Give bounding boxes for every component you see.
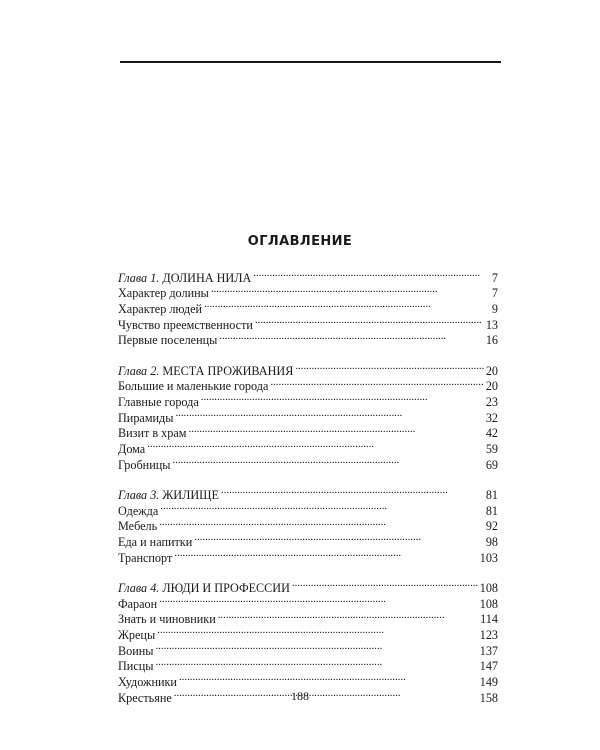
page-ref: 23 (485, 395, 498, 409)
item-label: Пирамиды (118, 410, 174, 425)
dot-leader (155, 639, 477, 655)
item-label: Мебель (118, 519, 158, 534)
item-label: Характер людей (118, 302, 203, 317)
toc-item[interactable] (118, 623, 498, 642)
item-label: Гробницы (118, 457, 171, 472)
chapter-section (118, 483, 498, 565)
dot-leader (292, 576, 478, 592)
toc-item[interactable] (118, 499, 498, 518)
toc-item[interactable] (118, 530, 498, 549)
page-ref: 69 (485, 457, 498, 472)
item-label: Фараон (118, 596, 158, 611)
page-ref: 20 (485, 379, 498, 394)
dot-leader (155, 655, 477, 671)
page-ref: 108 (479, 596, 498, 611)
top-rule (120, 61, 501, 63)
toc-item[interactable] (118, 515, 498, 534)
page-ref: 42 (485, 426, 498, 441)
item-label: Крестьяне (118, 690, 172, 705)
item-label: Художники (118, 675, 177, 689)
chapter-label (118, 364, 295, 380)
chapter-entry[interactable] (118, 266, 498, 285)
dot-leader (219, 329, 483, 345)
item-label: Жрецы (118, 627, 156, 642)
dot-leader (253, 266, 490, 282)
page-ref: 92 (485, 519, 498, 534)
chapter-section (118, 266, 498, 348)
chapter-prefix: Глава 4. (118, 580, 160, 595)
toc-item[interactable] (118, 406, 498, 425)
dot-leader (295, 359, 483, 375)
page-ref: 81 (485, 503, 498, 518)
dot-leader (221, 483, 484, 499)
page-number: 188 (291, 689, 309, 703)
dot-leader (159, 592, 478, 608)
page-ref: 98 (485, 535, 498, 549)
toc-item[interactable] (118, 670, 498, 689)
toc-item[interactable] (118, 639, 498, 658)
chapter-prefix: Глава 2. (118, 363, 160, 378)
page-ref: 114 (480, 612, 498, 627)
item-label: Транспорт (118, 550, 173, 565)
page-ref: 108 (479, 580, 498, 595)
dot-leader (188, 422, 483, 438)
page-ref: 20 (485, 363, 498, 378)
item-label: Большие и маленькие города (118, 379, 269, 394)
chapter-section (118, 576, 498, 705)
dot-leader (157, 623, 478, 639)
toc-heading: ОГЛАВЛЕНИЕ (247, 234, 353, 249)
item-label: Еда и напитки (118, 535, 193, 549)
toc-item[interactable] (118, 546, 498, 565)
chapter-entry[interactable] (118, 483, 498, 502)
dot-leader (172, 453, 483, 469)
chapter-title: МЕСТА ПРОЖИВАНИЯ (162, 363, 294, 378)
chapter-title: ЛЮДИ И ПРОФЕССИИ (162, 580, 290, 595)
dot-leader (175, 406, 483, 422)
dot-leader (174, 546, 477, 562)
table-of-contents (118, 266, 498, 716)
chapter-title: ДОЛИНА НИЛА (162, 270, 252, 285)
dot-leader (159, 515, 484, 531)
page-ref: 7 (491, 270, 498, 285)
item-label: Чувство преемственности (118, 317, 253, 332)
dot-leader (218, 608, 478, 624)
item-label: Одежда (118, 503, 159, 518)
item-label: Визит в храм (118, 426, 187, 441)
item-label: Дома (118, 442, 146, 457)
chapter-section (118, 359, 498, 472)
item-label: Знать и чиновники (118, 612, 216, 627)
page-ref: 137 (479, 643, 498, 658)
dot-leader (179, 670, 478, 686)
dot-leader (147, 437, 484, 453)
page-ref: 32 (485, 410, 498, 425)
item-label: Характер долины (118, 286, 209, 301)
dot-leader (160, 499, 484, 515)
dot-leader (204, 297, 490, 313)
chapter-title: ЖИЛИЩЕ (162, 487, 219, 502)
item-label: Воины (118, 643, 154, 658)
toc-item[interactable] (118, 437, 498, 457)
page-ref: 123 (479, 627, 498, 642)
page-ref: 81 (485, 487, 498, 502)
toc-item[interactable] (118, 655, 498, 674)
page-ref: 7 (491, 286, 498, 301)
item-label: Главные города (118, 395, 199, 409)
dot-leader (201, 390, 484, 406)
chapter-entry[interactable] (118, 576, 498, 595)
chapter-prefix: Глава 1. (118, 270, 160, 285)
dot-leader (270, 375, 483, 391)
chapter-entry[interactable] (118, 359, 498, 378)
chapter-prefix: Глава 3. (118, 487, 160, 502)
toc-item[interactable] (118, 453, 498, 472)
toc-item[interactable] (118, 608, 498, 627)
dot-leader (194, 530, 484, 546)
page-ref: 9 (491, 302, 498, 317)
toc-item[interactable] (118, 592, 498, 611)
page-ref: 147 (479, 659, 498, 674)
dot-leader (211, 282, 490, 298)
page-ref: 149 (479, 675, 498, 689)
page-ref: 103 (479, 550, 498, 565)
page-ref: 13 (485, 317, 498, 332)
item-label: Писцы (118, 659, 154, 674)
page-ref: 59 (485, 442, 498, 457)
item-label: Первые поселенцы (118, 333, 218, 348)
page-ref: 16 (485, 333, 498, 348)
page-ref: 158 (479, 690, 498, 705)
dot-leader (255, 313, 484, 329)
